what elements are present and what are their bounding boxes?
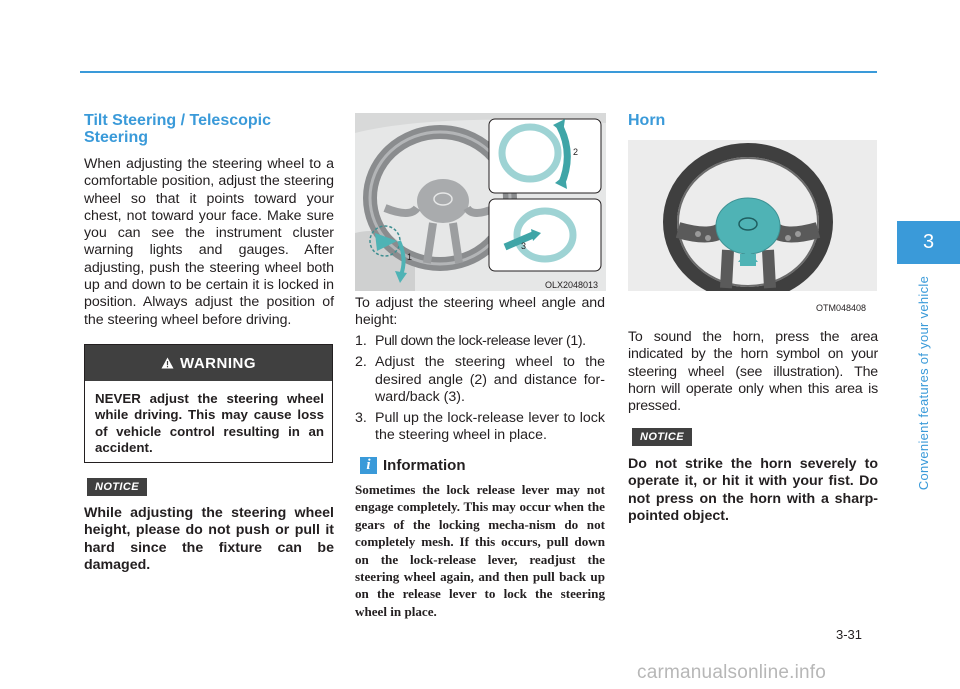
- column-tilt: [84, 112, 334, 329]
- information-title: Information: [383, 457, 466, 474]
- step-number: 1.: [355, 333, 367, 349]
- tilt-steering-heading: Tilt Steering / Telescopic Steering: [84, 112, 272, 146]
- warning-triangle-icon: [161, 357, 174, 369]
- tilt-steering-paragraph: When adjusting the steering wheel to a comfortable position, adjust the steering wheel so that it points toward your chest, not toward your face. Make sure you can see the instrument cluster warning lights and gauges. After adjusting, push the steering wheel both up and down to be certain it is locked in position. Always adjust the position of the steering wheel before driving.: [84, 156, 334, 328]
- horn-figure: [628, 140, 877, 291]
- column-horn: [628, 112, 878, 129]
- notice-text-tilt: While adjusting the steering wheel height, please do not push or pull it hard since the fixture can be damaged.: [84, 505, 334, 573]
- step-number: 2.: [355, 354, 367, 371]
- notice-badge-tilt: NOTICE: [87, 478, 147, 496]
- watermark: carmanualsonline.info: [637, 662, 827, 683]
- warning-box: [84, 344, 333, 463]
- page-number: 3-31: [836, 627, 863, 642]
- warning-text: NEVER adjust the steering wheel while driving. This may cause loss of vehicle control resulting in an accident.: [95, 391, 324, 455]
- step-text: Pull up the lock-release lever to lock the steering wheel in place.: [375, 410, 605, 444]
- callout-3: 3: [521, 241, 527, 251]
- notice-badge-horn: NOTICE: [632, 428, 692, 446]
- step-text: Pull down the lock-release lever (1).: [375, 333, 586, 349]
- horn-heading: Horn: [628, 112, 666, 129]
- information-header: [360, 457, 466, 474]
- list-item: [355, 410, 605, 445]
- adjust-intro: To adjust the steering wheel angle and height:: [355, 295, 605, 329]
- callout-2: 2: [573, 147, 579, 157]
- horn-steering-wheel-illustration: [628, 140, 877, 291]
- list-item: [355, 354, 605, 406]
- steering-adjustment-illustration: [355, 113, 606, 291]
- list-item: [355, 333, 605, 350]
- chapter-tab: 3: [897, 221, 960, 264]
- chapter-title: Convenient features of your vehicle: [916, 275, 931, 491]
- notice-text-horn: Do not strike the horn severely to operate it, or hit it with your fist. Do not press on the horn with a sharp-pointed object.: [628, 456, 878, 524]
- warning-label: WARNING: [180, 354, 256, 372]
- step-number: 3.: [355, 410, 367, 427]
- information-body: Sometimes the lock release lever may not engage completely. This may occur when the gears of the locking mecha-nism do not completely mesh. If this occurs, pull down on the lock-release lever, readjust the steering wheel again, and then pull back up on the release lever to lock the steering wheel in place.: [355, 482, 605, 619]
- top-rule: [80, 71, 877, 73]
- figure-code-steering: OLX2048013: [545, 280, 599, 290]
- chapter-title-vertical: [916, 268, 936, 498]
- horn-paragraph: To sound the horn, press the area indicated by the horn symbol on your steering wheel (see illustration). The horn will operate only when this area is pressed.: [628, 329, 878, 415]
- information-icon: i: [360, 457, 377, 474]
- adjust-steps: [355, 333, 605, 449]
- callout-1: 1: [407, 252, 413, 262]
- steering-adjustment-figure: [355, 113, 606, 291]
- warning-header: [85, 345, 332, 381]
- step-text: Adjust the steering wheel to the desired angle (2) and distance for-ward/back (3).: [375, 354, 605, 405]
- figure-code-horn: OTM048408: [816, 303, 867, 313]
